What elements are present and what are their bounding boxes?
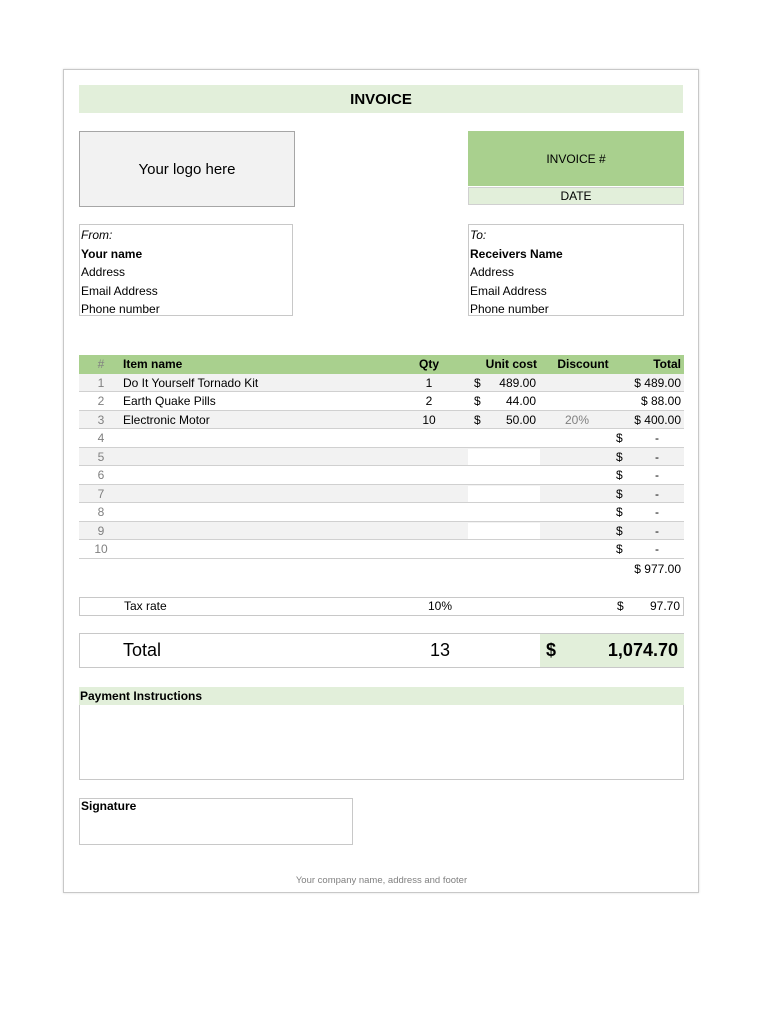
table-row[interactable]: [79, 374, 684, 393]
grand-total-qty: 13: [429, 640, 451, 660]
row-unit-cost: [479, 485, 536, 503]
row-unit-cost: 44.00: [505, 394, 536, 408]
date-label: DATE: [560, 189, 592, 203]
row-unit-cost: [479, 466, 536, 484]
row-qty: 2: [425, 394, 433, 408]
logo-text: Your logo here: [138, 160, 236, 178]
grand-total-label: Total: [123, 640, 162, 660]
tax-rate[interactable]: 10%: [427, 599, 453, 613]
row-discount: 20%: [564, 412, 590, 427]
row-num: 10: [94, 542, 108, 556]
to-address: Address: [470, 265, 515, 279]
table-row[interactable]: [79, 448, 684, 467]
row-total-dollar: $: [616, 523, 623, 538]
to-heading: To:: [470, 228, 487, 242]
row-unit-cost: [479, 429, 536, 447]
to-name: Receivers Name: [470, 246, 563, 261]
row-total: -: [655, 505, 659, 519]
row-total: $ 489.00: [634, 375, 681, 390]
page-footer: Your company name, address and footer: [295, 875, 468, 886]
row-num: 8: [97, 505, 105, 519]
row-item-name: Earth Quake Pills: [123, 394, 216, 408]
row-discount: [549, 503, 605, 521]
row-total: $ 88.00: [640, 394, 681, 408]
from-name: Your name: [81, 246, 143, 261]
row-unit-dollar: $: [474, 412, 481, 427]
tax-dollar: $: [617, 599, 624, 613]
row-unit-cost: [479, 540, 536, 558]
header-unit-cost: Unit cost: [485, 357, 537, 371]
row-num: 4: [97, 431, 105, 445]
row-unit-dollar: $: [474, 394, 481, 408]
table-body: [79, 374, 684, 559]
row-total: -: [655, 449, 659, 464]
row-total: -: [655, 523, 659, 538]
row-num: 5: [97, 449, 105, 464]
row-unit-cost: [479, 522, 536, 540]
row-total-dollar: $: [616, 542, 623, 556]
table-row[interactable]: [79, 540, 684, 559]
row-discount: [549, 374, 605, 392]
row-total-dollar: $: [616, 431, 623, 445]
signature-box[interactable]: [79, 798, 353, 845]
row-qty: [409, 448, 449, 466]
header-qty: Qty: [418, 357, 439, 371]
header-discount: Discount: [557, 357, 609, 371]
header-item: Item name: [123, 357, 183, 371]
row-total-dollar: $: [616, 449, 623, 464]
invoice-page: [63, 69, 699, 893]
payment-instructions-label: Payment Instructions: [79, 687, 684, 705]
header-total: Total: [653, 357, 681, 371]
row-discount: [549, 485, 605, 503]
grand-total-amount: 1,074.70: [607, 640, 678, 660]
table-row[interactable]: [79, 429, 684, 448]
row-num: 3: [97, 412, 105, 427]
table-row[interactable]: [79, 522, 684, 541]
to-address-block[interactable]: [468, 224, 684, 316]
row-num: 6: [97, 468, 105, 482]
row-item-name: Do It Yourself Tornado Kit: [123, 375, 259, 390]
invoice-title: INVOICE: [79, 85, 683, 113]
row-discount: [549, 466, 605, 484]
row-unit-cost: 50.00: [505, 412, 536, 427]
grand-total-row: [79, 633, 684, 668]
table-row[interactable]: [79, 466, 684, 485]
invoice-number-field[interactable]: [468, 131, 684, 186]
header-num: #: [97, 357, 105, 371]
row-total-dollar: $: [616, 505, 623, 519]
tax-row: [79, 597, 684, 616]
row-qty: [409, 466, 449, 484]
row-qty: [409, 429, 449, 447]
row-num: 7: [97, 486, 105, 501]
row-unit-cost: [479, 448, 536, 466]
row-total: -: [655, 431, 659, 445]
items-table: [79, 355, 684, 559]
from-phone: Phone number: [81, 302, 160, 316]
row-discount: [549, 540, 605, 558]
table-row[interactable]: [79, 485, 684, 504]
signature-label: Signature: [81, 799, 137, 813]
logo-placeholder[interactable]: [79, 131, 295, 207]
row-qty: 1: [425, 375, 433, 390]
row-total: -: [655, 468, 659, 482]
row-discount: [549, 429, 605, 447]
row-total-dollar: $: [616, 468, 623, 482]
row-qty: [409, 540, 449, 558]
invoice-number-label: INVOICE #: [546, 151, 606, 166]
to-email: Email Address: [470, 283, 547, 298]
row-num: 9: [97, 523, 105, 538]
row-unit-cost: 489.00: [499, 375, 536, 390]
row-total-dollar: $: [616, 486, 623, 501]
date-field[interactable]: [468, 187, 684, 205]
subtotal-value: $ 977.00: [634, 562, 681, 576]
row-discount: [549, 522, 605, 540]
row-qty: [409, 522, 449, 540]
table-row[interactable]: [79, 411, 684, 430]
tax-amount: 97.70: [649, 599, 680, 613]
row-unit-cost: [479, 503, 536, 521]
row-total: $ 400.00: [634, 412, 681, 427]
row-qty: 10: [422, 412, 436, 427]
row-discount: [549, 448, 605, 466]
grand-total-dollar: $: [546, 640, 557, 660]
table-row[interactable]: [79, 503, 684, 522]
row-item-name: Electronic Motor: [123, 412, 210, 427]
tax-label: Tax rate: [124, 599, 167, 613]
row-total: -: [655, 542, 659, 556]
from-heading: From:: [81, 228, 113, 242]
row-total: -: [655, 486, 659, 501]
from-address: Address: [81, 265, 126, 279]
to-phone: Phone number: [470, 302, 549, 316]
row-num: 2: [97, 394, 105, 408]
row-qty: [409, 485, 449, 503]
row-discount: [549, 392, 605, 410]
subtotal-row: [79, 559, 684, 579]
row-num: 1: [97, 375, 105, 390]
table-row[interactable]: [79, 392, 684, 411]
row-unit-dollar: $: [474, 375, 481, 390]
table-header-row: [79, 355, 684, 374]
from-email: Email Address: [81, 283, 158, 298]
row-qty: [409, 503, 449, 521]
from-address-block[interactable]: [79, 224, 293, 316]
